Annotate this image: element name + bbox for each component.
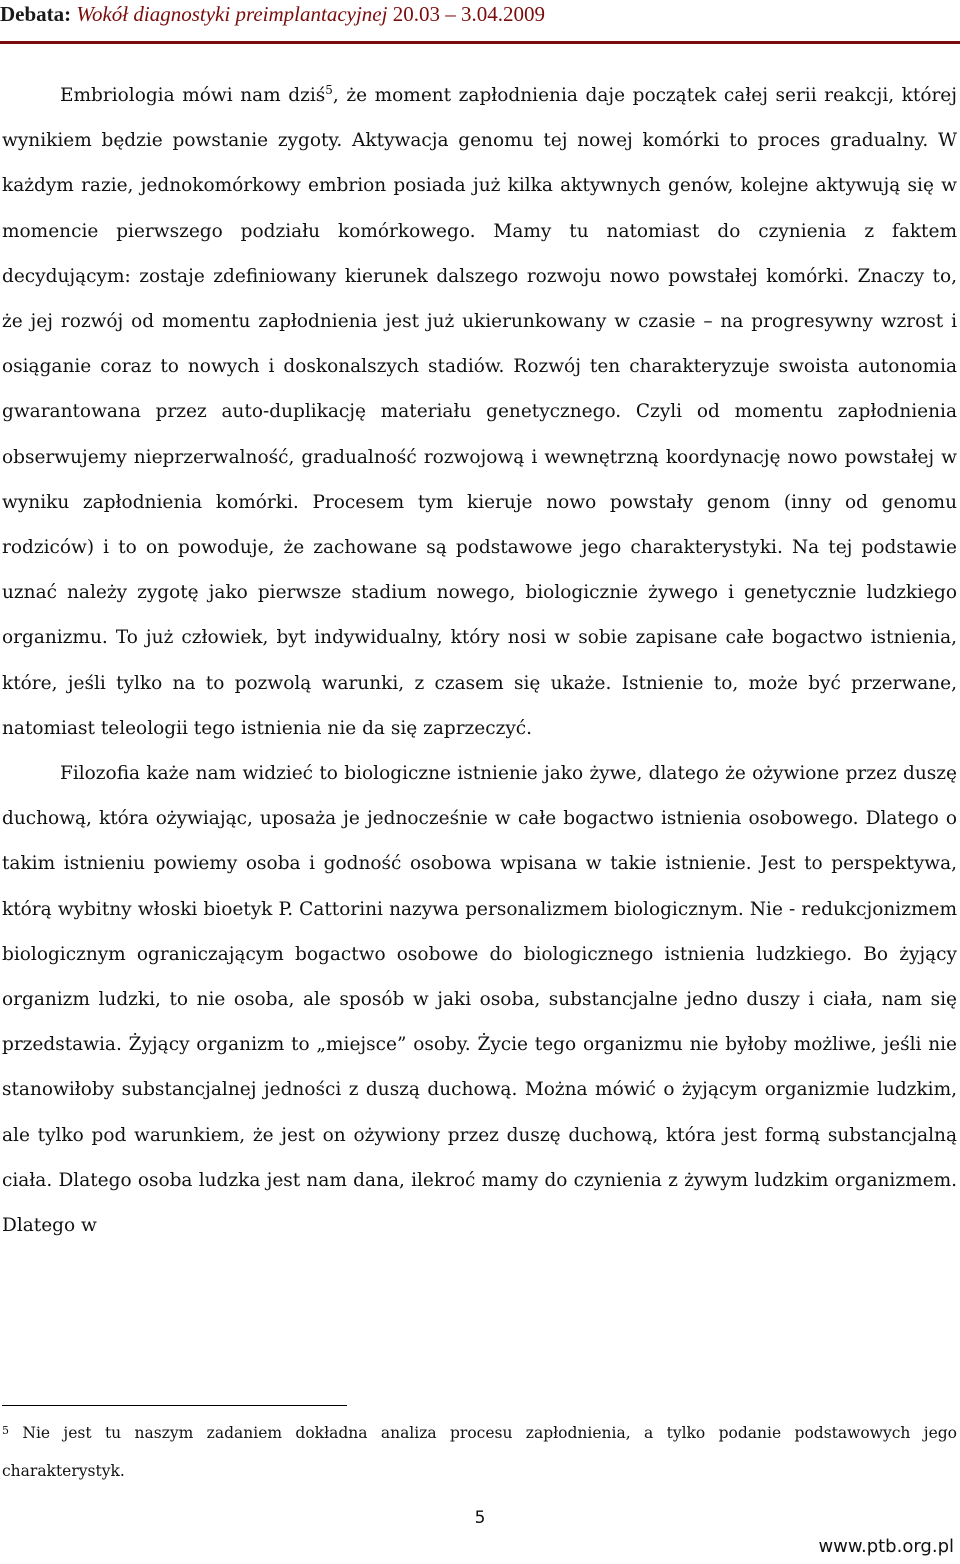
footnote-separator bbox=[2, 1405, 347, 1406]
footnote-text: Nie jest tu naszym zadaniem dokładna analiza procesu zapłodnienia, a tylko podanie podstawowych jego charakterystyk. bbox=[2, 1424, 958, 1480]
footnote-reference: 5 bbox=[325, 83, 333, 97]
header-dates: 20.03 – 3.04.2009 bbox=[392, 2, 545, 26]
page-header bbox=[0, 0, 960, 44]
paragraph-1-lead: Embriologia mówi nam dziś bbox=[60, 85, 326, 106]
footnote bbox=[2, 1412, 957, 1490]
header-label: Debata: bbox=[0, 2, 72, 26]
paragraph-1 bbox=[2, 68, 957, 751]
page-number: 5 bbox=[474, 1508, 486, 1528]
main-text bbox=[2, 68, 957, 1248]
header-title: Wokół diagnostyki preimplantacyjnej bbox=[76, 2, 388, 26]
paragraph-1-body: , że moment zapłodnienia daje początek całej serii reakcji, której wynikiem będzie powstanie zygoty. Aktywacja genomu tej nowej komórki to proces gradualny. W każdym razie, jednokomórkowy embrion posiada już kilka aktywnych genów, kolejne aktywują się w momencie pierwszego podziału komórkowego. Mamy tu natomiast do czynienia z faktem decydującym: zostaje zdefiniowany kierunek dalszego rozwoju nowo powstałej komórki. Znaczy to, że jej rozwój od momentu zapłodnienia jest już ukierunkowany w czasie – na progresywny wzrost i osiąganie coraz to nowych i doskonalszych stadiów. Rozwój ten charakteryzuje swoista autonomia gwarantowana przez auto-duplikację materiału genetycznego. Czyli od momentu zapłodnienia obserwujemy nieprzerwalność, gradualność rozwojową i wewnętrzną koordynację nowo powstałej w wyniku zapłodnienia komórki. Procesem tym kieruje nowo powstały genom (inny od genomu rodziców) i to on powoduje, że zachowane są podstawowe jego charakterystyki. Na tej podstawie uznać należy zygotę jako pierwsze stadium nowego, biologicznie żywego i genetycznie ludzkiego organizmu. To już człowiek, byt indywidualny, który nosi w sobie zapisane całe bogactwo istnienia, które, jeśli tylko na to pozwolą warunki, z czasem się ukaże. Istnienie to, może być przerwane, natomiast teleologii tego istnienia nie da się zaprzeczyć. bbox=[2, 85, 957, 739]
paragraph-2: Filozofia każe nam widzieć to biologiczne istnienie jako żywe, dlatego że ożywione przez duszę duchową, która ożywiając, uposaża je jednocześnie w całe bogactwo istnienia osobowego. Dlatego o takim istnieniu powiemy osoba i godność osobowa wpisana w takie istnienie. Jest to perspektywa, którą wybitny włoski bioetyk P. Cattorini nazywa personalizmem biologicznym. Nie - redukcjonizmem biologicznym ograniczającym bogactwo osobowe do biologicznego istnienia ludzkiego. Bo żyjący organizm ludzki, to nie osoba, ale sposób w jaki osoba, substancjalne jedno duszy i ciała, nam się przedstawia. Żyjący organizm to „miejsce” osoby. Życie tego organizmu nie byłoby możliwe, jeśli nie stanowiłoby substancjalnej jedności z duszą duchową. Można mówić o żyjącym organizmie ludzkim, ale tylko pod warunkiem, że jest on ożywiony przez duszę duchową, która jest formą substancjalną ciała. Dlatego osoba ludzka jest nam dana, ilekroć mamy do czynienia z żywym ludzkim organizmem. Dlatego w bbox=[2, 763, 957, 1237]
website-url: www.ptb.org.pl bbox=[818, 1536, 954, 1557]
footnote-number: 5 bbox=[2, 1424, 9, 1437]
